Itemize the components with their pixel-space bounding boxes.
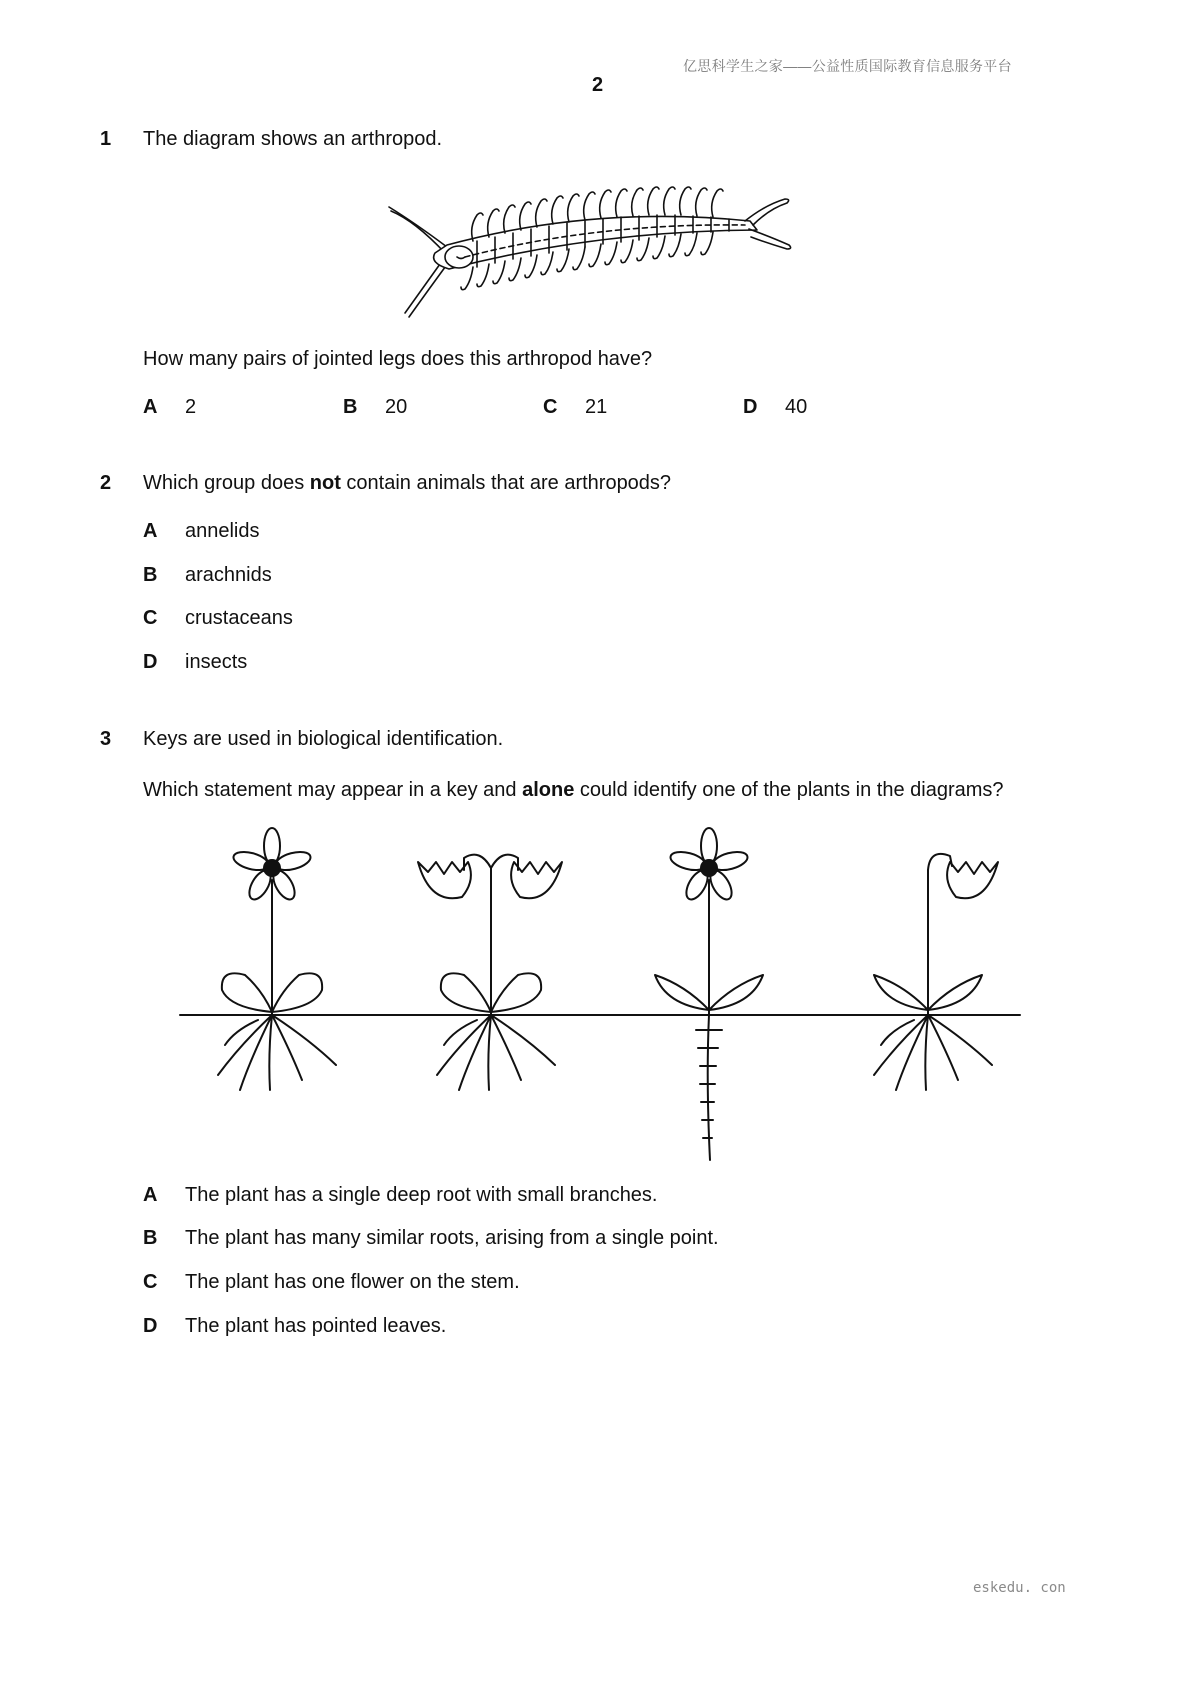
q3-option-a-text[interactable]: The plant has a single deep root with small branches. [185, 1184, 658, 1206]
q2-option-d-text[interactable]: insects [185, 651, 248, 673]
question-2-number: 2 [100, 472, 112, 494]
plant-4 [874, 854, 998, 1090]
question-2-emphasis: not [309, 472, 341, 494]
q1-option-b-letter[interactable]: B [343, 396, 358, 418]
header-watermark: 亿思科学生之家——公益性质国际教育信息服务平台 [683, 58, 1012, 74]
q2-option-a-text[interactable]: annelids [185, 520, 260, 542]
question-3-text-part1: Which statement may appear in a key and [143, 779, 523, 801]
q1-option-a-letter[interactable]: A [143, 396, 158, 418]
q2-option-b-letter[interactable]: B [143, 564, 158, 586]
q3-option-d-text[interactable]: The plant has pointed leaves. [185, 1315, 447, 1337]
question-3-emphasis: alone [522, 779, 575, 801]
q3-option-b-letter[interactable]: B [143, 1227, 158, 1249]
plant-2 [418, 855, 562, 1090]
question-3-text-part2: could identify one of the plants in the diagrams? [574, 779, 1004, 801]
q1-option-c-letter[interactable]: C [543, 396, 558, 418]
question-2-text-part1: Which group does [143, 472, 310, 494]
q2-option-a-letter[interactable]: A [143, 520, 158, 542]
q3-option-b-text[interactable]: The plant has many similar roots, arising from a single point. [185, 1227, 719, 1249]
question-1-text: How many pairs of jointed legs does this arthropod have? [143, 348, 653, 370]
question-3-intro: Keys are used in biological identification. [143, 728, 504, 750]
q1-option-d-letter[interactable]: D [743, 396, 758, 418]
question-2-text-part2: contain animals that are arthropods? [340, 472, 672, 494]
centipede-diagram [385, 175, 815, 325]
question-3-number: 3 [100, 728, 112, 750]
q3-option-a-letter[interactable]: A [143, 1184, 158, 1206]
question-1-number: 1 [100, 128, 112, 150]
question-1-intro: The diagram shows an arthropod. [143, 128, 443, 150]
question-2-text [143, 472, 671, 495]
plant-3 [655, 828, 763, 1160]
q3-option-c-text[interactable]: The plant has one flower on the stem. [185, 1271, 520, 1293]
plants-diagram [0, 815, 1190, 1155]
q2-option-d-letter[interactable]: D [143, 651, 158, 673]
q1-option-d-text[interactable]: 40 [785, 396, 808, 418]
q1-option-a-text[interactable]: 2 [185, 396, 197, 418]
q2-option-c-text[interactable]: crustaceans [185, 607, 293, 629]
q2-option-b-text[interactable]: arachnids [185, 564, 272, 586]
page-number: 2 [592, 74, 604, 96]
q1-option-c-text[interactable]: 21 [585, 396, 608, 418]
q3-option-d-letter[interactable]: D [143, 1315, 158, 1337]
q2-option-c-letter[interactable]: C [143, 607, 158, 629]
question-3-text [143, 779, 1004, 802]
q3-option-c-letter[interactable]: C [143, 1271, 158, 1293]
plant-1 [218, 828, 336, 1090]
footer-watermark: eskedu. con [973, 1580, 1066, 1596]
q1-option-b-text[interactable]: 20 [385, 396, 408, 418]
